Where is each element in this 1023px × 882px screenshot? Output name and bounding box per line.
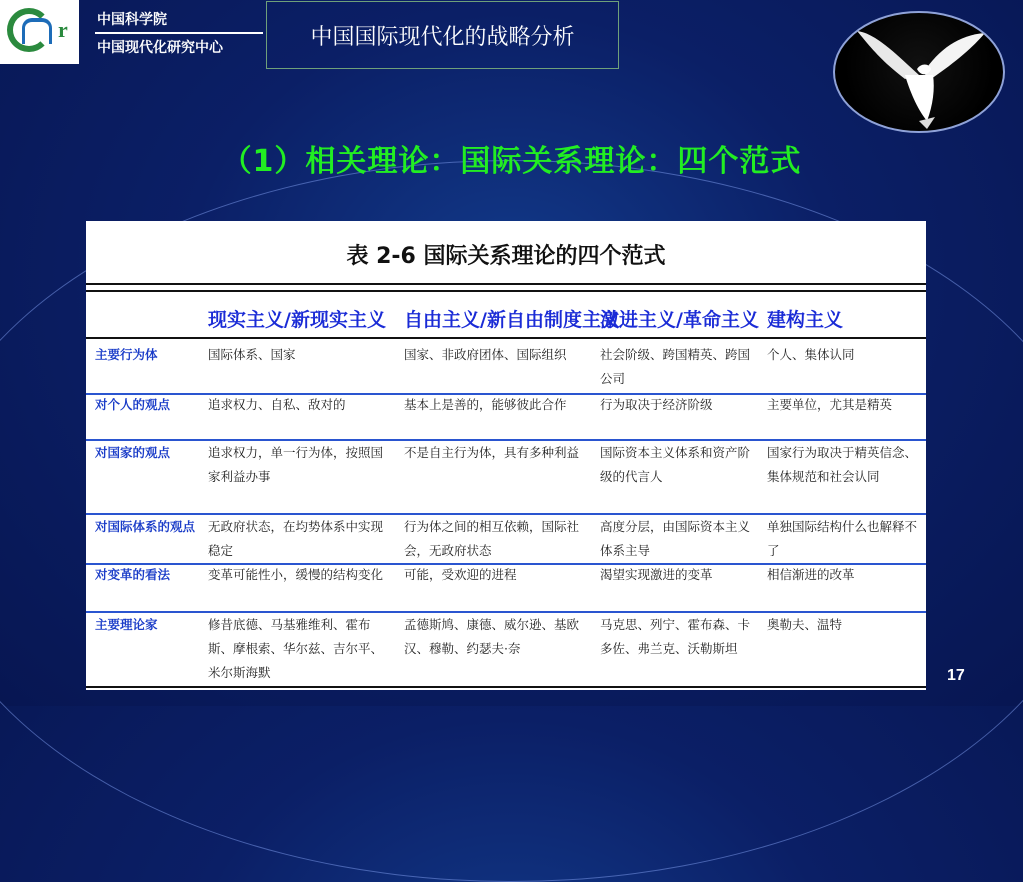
dove-icon (835, 13, 1003, 131)
table-cell: 主要单位，尤其是精英 (767, 397, 893, 412)
table-cell: 变革可能性小，缓慢的结构变化 (208, 567, 384, 582)
org-line1: 中国科学院 (97, 12, 167, 28)
logo-letter: r (58, 17, 68, 42)
top-rule-inner (86, 290, 926, 292)
top-rule (86, 283, 926, 285)
table-cell: 国家行为取决于精英信念、集体规范和社会认同 (767, 445, 918, 484)
row-label: 对国际体系的观点 (95, 519, 196, 534)
table-caption: 表 2-6 国际关系理论的四个范式 (346, 244, 666, 269)
column-header-radicalism: 激进主义/革命主义 (600, 309, 759, 331)
table-cell: 孟德斯鸠、康德、威尔逊、基欧汉、穆勒、约瑟夫·奈 (404, 617, 580, 656)
table-cell: 可能，受欢迎的进程 (404, 567, 517, 582)
table-cell: 国家、非政府团体、国际组织 (404, 347, 567, 362)
column-header-constructivism: 建构主义 (767, 309, 844, 331)
table-cell: 行为体之间的相互依赖，国际社会，无政府状态 (404, 519, 580, 558)
org-line2: 中国现代化研究中心 (97, 40, 223, 56)
slide-title-box (266, 1, 619, 69)
bottom-rule (86, 686, 926, 688)
column-header-liberalism: 自由主义/新自由制度主义 (404, 309, 620, 331)
table-cell: 国际体系、国家 (208, 347, 296, 362)
table-cell: 单独国际结构什么也解释不了 (767, 519, 918, 558)
page-number: 17 (947, 667, 965, 684)
header-rule (86, 337, 926, 339)
section-heading: （1）相关理论：国际关系理论：四个范式 (221, 144, 802, 179)
slide-title: 中国国际现代化的战略分析 (310, 24, 575, 50)
row-label: 主要理论家 (95, 617, 158, 632)
table-cell: 修昔底德、马基雅维利、霍布斯、摩根索、华尔兹、吉尔平、米尔斯海默 (208, 617, 384, 680)
table-cell: 追求权力，单一行为体，按照国家利益办事 (208, 445, 384, 484)
table-cell: 相信渐进的改革 (767, 567, 855, 582)
logo-m-icon (22, 18, 52, 44)
cas-logo (0, 0, 79, 64)
org-divider (95, 32, 263, 34)
row-label: 对国家的观点 (95, 445, 171, 460)
organization-name (87, 0, 259, 64)
row-label: 主要行为体 (95, 347, 158, 362)
table-cell: 渴望实现激进的变革 (600, 567, 713, 582)
table-panel (86, 221, 926, 690)
table-cell: 无政府状态，在均势体系中实现稳定 (208, 519, 384, 558)
table-cell: 不是自主行为体，具有多种利益 (404, 445, 580, 460)
table-cell: 基本上是善的，能够彼此合作 (404, 397, 567, 412)
column-header-realism: 现实主义/新现实主义 (208, 309, 386, 331)
table-cell: 行为取决于经济阶级 (600, 397, 713, 412)
table-cell: 国际资本主义体系和资产阶级的代言人 (600, 445, 751, 484)
row-label: 对变革的看法 (95, 567, 171, 582)
table-cell: 马克思、列宁、霍布森、卡多佐、弗兰克、沃勒斯坦 (600, 617, 751, 656)
table-cell: 高度分层，由国际资本主义体系主导 (600, 519, 751, 558)
table-cell: 奥勒夫、温特 (767, 617, 843, 632)
table-cell: 追求权力、自私、敌对的 (208, 397, 346, 412)
table-cell: 个人、集体认同 (767, 347, 855, 362)
dove-image (833, 11, 1005, 133)
row-label: 对个人的观点 (95, 397, 171, 412)
table-cell: 社会阶级、跨国精英、跨国公司 (600, 347, 751, 386)
